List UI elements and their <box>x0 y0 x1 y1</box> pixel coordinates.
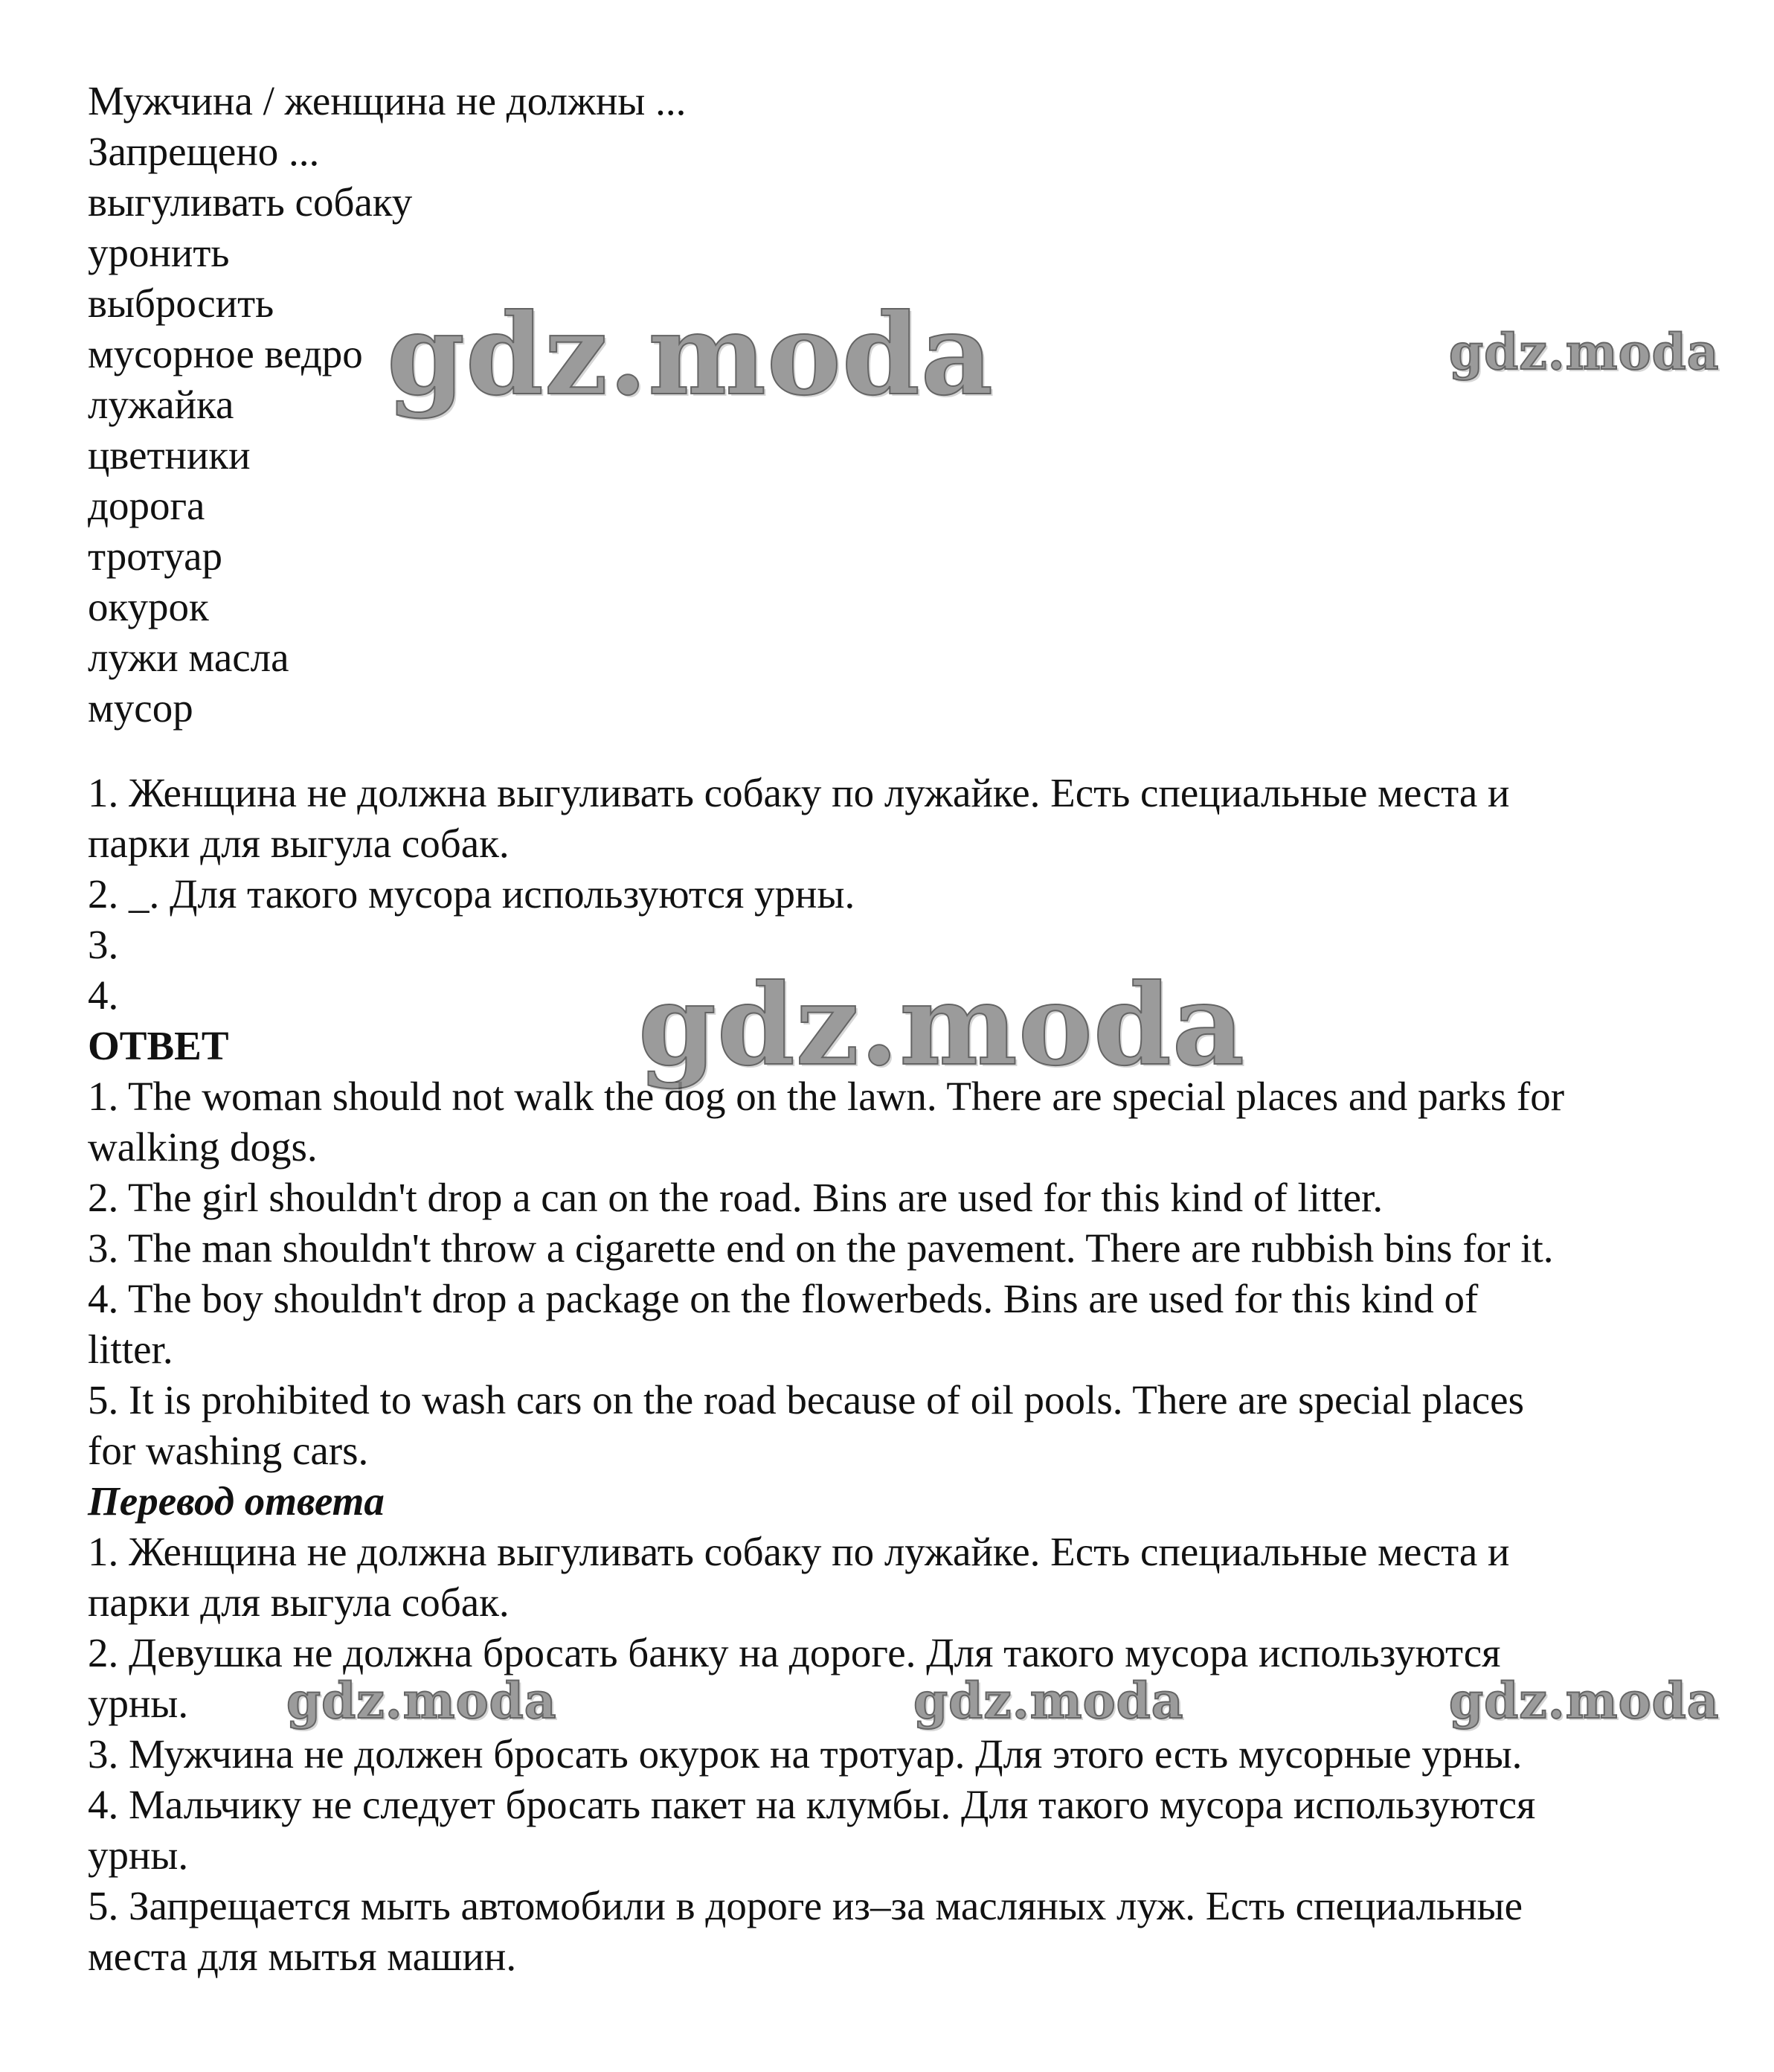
translation-line: 5. Запрещается мыть автомобили в дороге из–за масляных луж. Есть специальные <box>88 1883 1523 1928</box>
answer-line: 2. The girl shouldn't drop a can on the road. Bins are used for this kind of litter. <box>88 1175 1383 1220</box>
answer-line: 1. The woman should not walk the dog on the lawn. There are special places and parks for <box>88 1074 1565 1119</box>
vocabulary-item: тротуар <box>88 533 222 579</box>
exercise-line: 4. <box>88 972 119 1018</box>
watermark-logo: gdz.moda <box>1449 323 1720 381</box>
answer-line: litter. <box>88 1327 173 1372</box>
watermark-logo: gdz.moda <box>1449 1672 1720 1730</box>
vocabulary-item: цветники <box>88 432 251 478</box>
vocabulary-item: дорога <box>88 483 205 528</box>
vocabulary-item: окурок <box>88 584 209 629</box>
section-spacer <box>88 734 1724 768</box>
translation-line: урны. <box>88 1681 189 1726</box>
translation-line: 1. Женщина не должна выгуливать собаку по лужайке. Есть специальные места и <box>88 1529 1510 1574</box>
vocabulary-item: выгуливать собаку <box>88 179 413 225</box>
translation-line: 2. Девушка не должна бросать банку на дороге. Для такого мусора используются <box>88 1630 1501 1675</box>
exercise-line: 1. Женщина не должна выгуливать собаку по лужайке. Есть специальные места и <box>88 770 1510 815</box>
translation-line: 4. Мальчику не следует бросать пакет на клумбы. Для такого мусора используются <box>88 1782 1536 1827</box>
exercise-line: 2. _. Для такого мусора используются урны. <box>88 871 855 917</box>
vocabulary-item: мусор <box>88 685 193 731</box>
translation-line: парки для выгула собак. <box>88 1579 510 1625</box>
vocabulary-item: Запрещено ... <box>88 129 320 174</box>
answer-heading: ОТВЕТ <box>88 1023 229 1068</box>
answer-line: for washing cars. <box>88 1428 369 1473</box>
translation-line: 3. Мужчина не должен бросать окурок на тротуар. Для этого есть мусорные урны. <box>88 1731 1523 1777</box>
vocabulary-item: уронить <box>88 230 230 275</box>
watermark-logo: gdz.moda <box>387 289 994 420</box>
vocabulary-item: мусорное ведро <box>88 331 363 376</box>
vocabulary-item: лужи масла <box>88 635 289 680</box>
answer-line: 4. The boy shouldn't drop a package on the flowerbeds. Bins are used for this kind of <box>88 1276 1479 1321</box>
translation-line: места для мытья машин. <box>88 1934 517 1979</box>
translation-line: урны. <box>88 1832 189 1878</box>
watermark-logo: gdz.moda <box>638 960 1246 1091</box>
exercise-line: 3. <box>88 922 119 967</box>
answer-line: 5. It is prohibited to wash cars on the road because of oil pools. There are special places <box>88 1377 1524 1423</box>
exercise-line: парки для выгула собак. <box>88 821 510 866</box>
watermark-logo: gdz.moda <box>913 1672 1184 1730</box>
vocabulary-item: выбросить <box>88 280 274 326</box>
answer-line: 3. The man shouldn't throw a cigarette end on the pavement. There are rubbish bins for it. <box>88 1225 1554 1271</box>
vocabulary-item: Мужчина / женщина не должны ... <box>88 78 687 124</box>
translation-heading: Перевод ответа <box>88 1478 385 1524</box>
watermark-logo: gdz.moda <box>286 1672 557 1730</box>
answer-line: walking dogs. <box>88 1124 318 1170</box>
vocabulary-item: лужайка <box>88 382 234 427</box>
